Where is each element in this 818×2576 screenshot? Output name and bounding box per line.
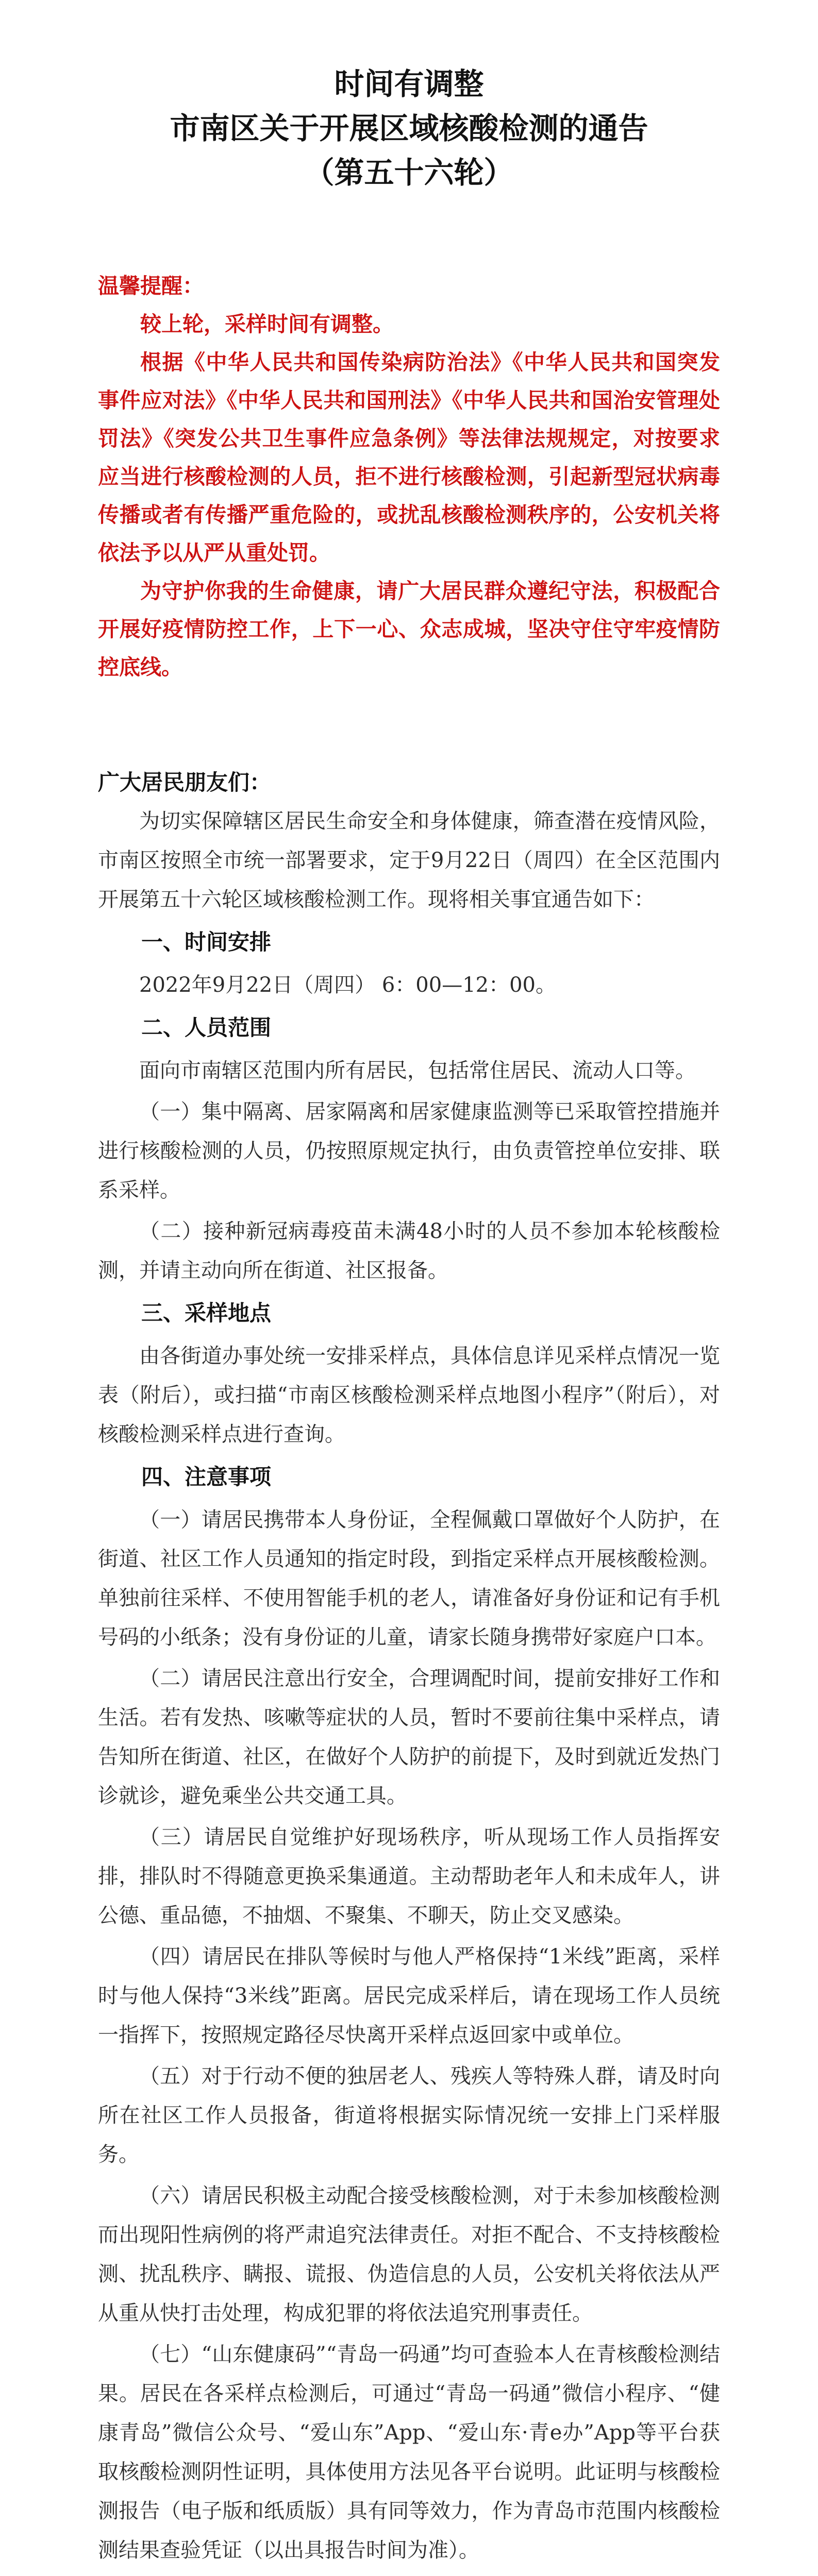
greeting: 广大居民朋友们： (98, 770, 272, 795)
body-paragraph: （五）对于行动不便的独居老人、残疾人等特殊人群，请及时向所在社区工作人员报备，街道将根据实际情况统一安排上门采样服务。 (98, 2064, 720, 2166)
page-title: 市南区关于开展区域核酸检测的通告 (170, 111, 648, 146)
body-paragraph: （六）请居民积极主动配合接受核酸检测，对于未参加核酸检测而出现阳性病例的将严肃追究法律责任。对拒不配合、不支持核酸检测、扰乱秩序、瞒报、谎报、伪造信息的人员，公安机关将依法从严从重从快打击处理，构成犯罪的将依法追究刑事责任。 (98, 2184, 720, 2325)
body-paragraph: （四）请居民在排队等候时与他人严格保持“1米线”距离，采样时与他人保持“3米线”距离。居民完成采样后，请在现场工作人员统一指挥下，按照规定路径尽快离开采样点返回家中或单位。 (98, 1945, 720, 2047)
body-paragraph: （一）集中隔离、居家隔离和居家健康监测等已采取管控措施并进行核酸检测的人员，仍按照原规定执行，由负责管控单位安排、联系采样。 (98, 1100, 720, 1202)
body-paragraph: （三）请居民自觉维护好现场秩序，听从现场工作人员指挥安排，排队时不得随意更换采集通道。主动帮助老年人和未成年人，讲公德、重品德，不抽烟、不聚集、不聊天，防止交叉感染。 (98, 1825, 720, 1927)
body-paragraph: （七）“山东健康码”“青岛一码通”均可查验本人在青核酸检测结果。居民在各采样点检测后，可通过“青岛一码通”微信小程序、“健康青岛”微信公众号、“爱山东”App、“爱山东·青e办”App等平台获取核酸检测阴性证明，具体使用方法见各平台说明。此证明与核酸检测报告（电子版和纸质版）具有同等效力，作为青岛市范围内核酸检测结果查验凭证（以出具报告时间为准）。 (98, 2343, 720, 2562)
body-paragraph: （二）接种新冠病毒疫苗未满48小时的人员不参加本轮核酸检测，并请主动向所在街道、社区报备。 (98, 1219, 720, 1282)
body-paragraph: 2022年9月22日（周四） 6：00—12：00。 (139, 973, 557, 997)
round-number: （第五十六轮） (304, 155, 514, 190)
warm-reminder (98, 267, 720, 686)
section-heading: 一、时间安排 (141, 929, 272, 955)
intro-paragraph: 为切实保障辖区居民生命安全和身体健康，筛查潜在疫情风险，市南区按照全市统一部署要求，定于9月22日（周四）在全区范围内开展第五十六轮区域核酸检测工作。现将相关事宜通告如下： (98, 809, 720, 911)
reminder-paragraph: 较上轮，采样时间有调整。 (140, 312, 394, 336)
reminder-paragraph: 为守护你我的生命健康，请广大居民群众遵纪守法，积极配合开展好疫情防控工作，上下一心、众志成城，坚决守住守牢疫情防控底线。 (98, 579, 720, 680)
section-heading: 四、注意事项 (141, 1464, 272, 1489)
notice-body (98, 802, 720, 2570)
body-paragraph: （一）请居民携带本人身份证，全程佩戴口罩做好个人防护，在街道、社区工作人员通知的指定时段，到指定采样点开展核酸检测。单独前往采样、不使用智能手机的老人，请准备好身份证和记有手机号码的小纸条；没有身份证的儿童，请家长随身携带好家庭户口本。 (98, 1508, 720, 1649)
body-paragraph: （二）请居民注意出行安全，合理调配时间，提前安排好工作和生活。若有发热、咳嗽等症状的人员，暂时不要前往集中采样点，请告知所在街道、社区，在做好个人防护的前提下，及时到就近发热门诊就诊，避免乘坐公共交通工具。 (98, 1667, 720, 1808)
title-block (98, 62, 720, 195)
title-subheading: 时间有调整 (334, 66, 484, 101)
body-paragraph: 面向市南辖区范围内所有居民，包括常住居民、流动人口等。 (139, 1059, 696, 1082)
reminder-paragraph: 根据《中华人民共和国传染病防治法》《中华人民共和国突发事件应对法》《中华人民共和国刑法》《中华人民共和国治安管理处罚法》《突发公共卫生事件应急条例》等法律法规规定，对按要求应当进行核酸检测的人员，拒不进行核酸检测，引起新型冠状病毒传播或者有传播严重危险的，或扰乱核酸检测秩序的，公安机关将依法予以从严从重处罚。 (98, 350, 720, 565)
body-paragraph: 由各街道办事处统一安排采样点，具体信息详见采样点情况一览表（附后），或扫描“市南区核酸检测采样点地图小程序”（附后），对核酸检测采样点进行查询。 (98, 1344, 720, 1446)
section-heading: 二、人员范围 (141, 1015, 272, 1040)
section-heading: 三、采样地点 (141, 1300, 272, 1326)
reminder-label: 温馨提醒： (98, 274, 204, 298)
